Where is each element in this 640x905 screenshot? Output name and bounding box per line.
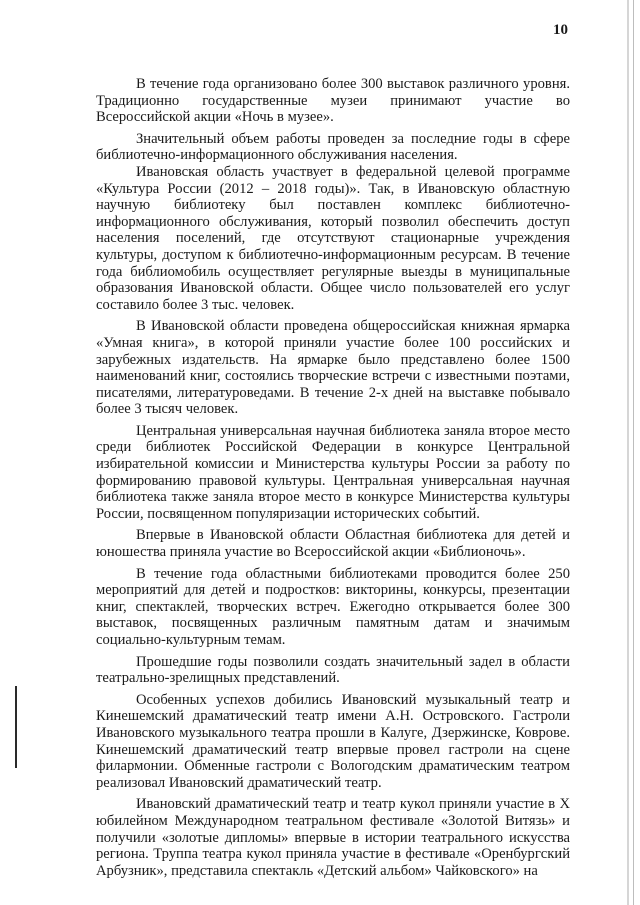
paragraph: Особенных успехов добились Ивановский музыкальный театр и Кинешемский драматический театр имени А.Н. Островского. Гастроли Ивановского музыкального театра прошли в Калуге, Дзержинске, Коврове. Кинешемский драматический театр впервые провел гастроли на сцене филармонии. Обменные гастроли с Вологодским драматическим театром реализовал Ивановский драматический театр. [96,691,570,791]
document-body [96,76,570,879]
scan-edge-line [627,0,629,905]
paragraph: Прошедшие годы позволили создать значительный задел в области театрально-зрелищных представлений. [96,653,570,687]
paragraph: Значительный объем работы проведен за последние годы в сфере библиотечно-информационного обслуживания населения. [96,130,570,164]
paragraph: Центральная универсальная научная библиотека заняла второе место среди библиотек Российской Федерации в конкурсе Центральной избирательной комиссии и Министерства культуры России за работу по формированию правовой культуры. Центральная универсальная научная библиотека также заняла второе место в конкурсе Министерства культуры России, посвященном популяризации исторических событий. [96,422,570,522]
paragraph: Впервые в Ивановской области Областная библиотека для детей и юношества приняла участие во Всероссийской акции «Библионочь». [96,527,570,561]
page-number: 10 [553,22,568,38]
scan-margin-mark [15,686,17,768]
paragraph: Ивановская область участвует в федеральной целевой программе «Культура России (2012 – 2018 годы)». Так, в Ивановскую областную научную библиотеку был поставлен комплекс библиотечно-информационного обслуживания, который позволил обеспечить доступ населения поселений, где отсутствуют стационарные учреждения культуры, доступом к библиотечно-информационным ресурсам. В течение года библиомобиль осуществляет регулярные выезды в муниципальные образования Ивановской области. Общее число пользователей его услуг составило более 3 тыс. человек. [96,163,570,313]
paragraph: В Ивановской области проведена общероссийская книжная ярмарка «Умная книга», в которой приняли участие более 100 российских и зарубежных издательств. На ярмарке было представлено более 1500 наименований книг, состоялись творческие встречи с известными поэтами, писателями, литературоведами. В течение 2-х дней на выставке побывало более 3 тысяч человек. [96,318,570,418]
paragraph: Ивановский драматический театр и театр кукол приняли участие в X юбилейном Международном театральном фестивале «Золотой Витязь» и получили «золотые дипломы» впервые в истории театрального искусства региона. Труппа театра кукол приняла участие в фестивале «Оренбургский Арбузник», представила спектакль «Детский альбом» Чайковского» на [96,796,570,879]
paragraph: В течение года организовано более 300 выставок различного уровня. Традиционно государственные музеи принимают участие во Всероссийской акции «Ночь в музее». [96,76,570,126]
scan-edge-line [633,0,634,905]
paragraph: В течение года областными библиотеками проводится более 250 мероприятий для детей и подростков: викторины, конкурсы, презентации книг, спектаклей, творческих встреч. Ежегодно открывается более 300 выставок, посвященных различным памятным датам и значимым социально-культурным темам. [96,565,570,648]
